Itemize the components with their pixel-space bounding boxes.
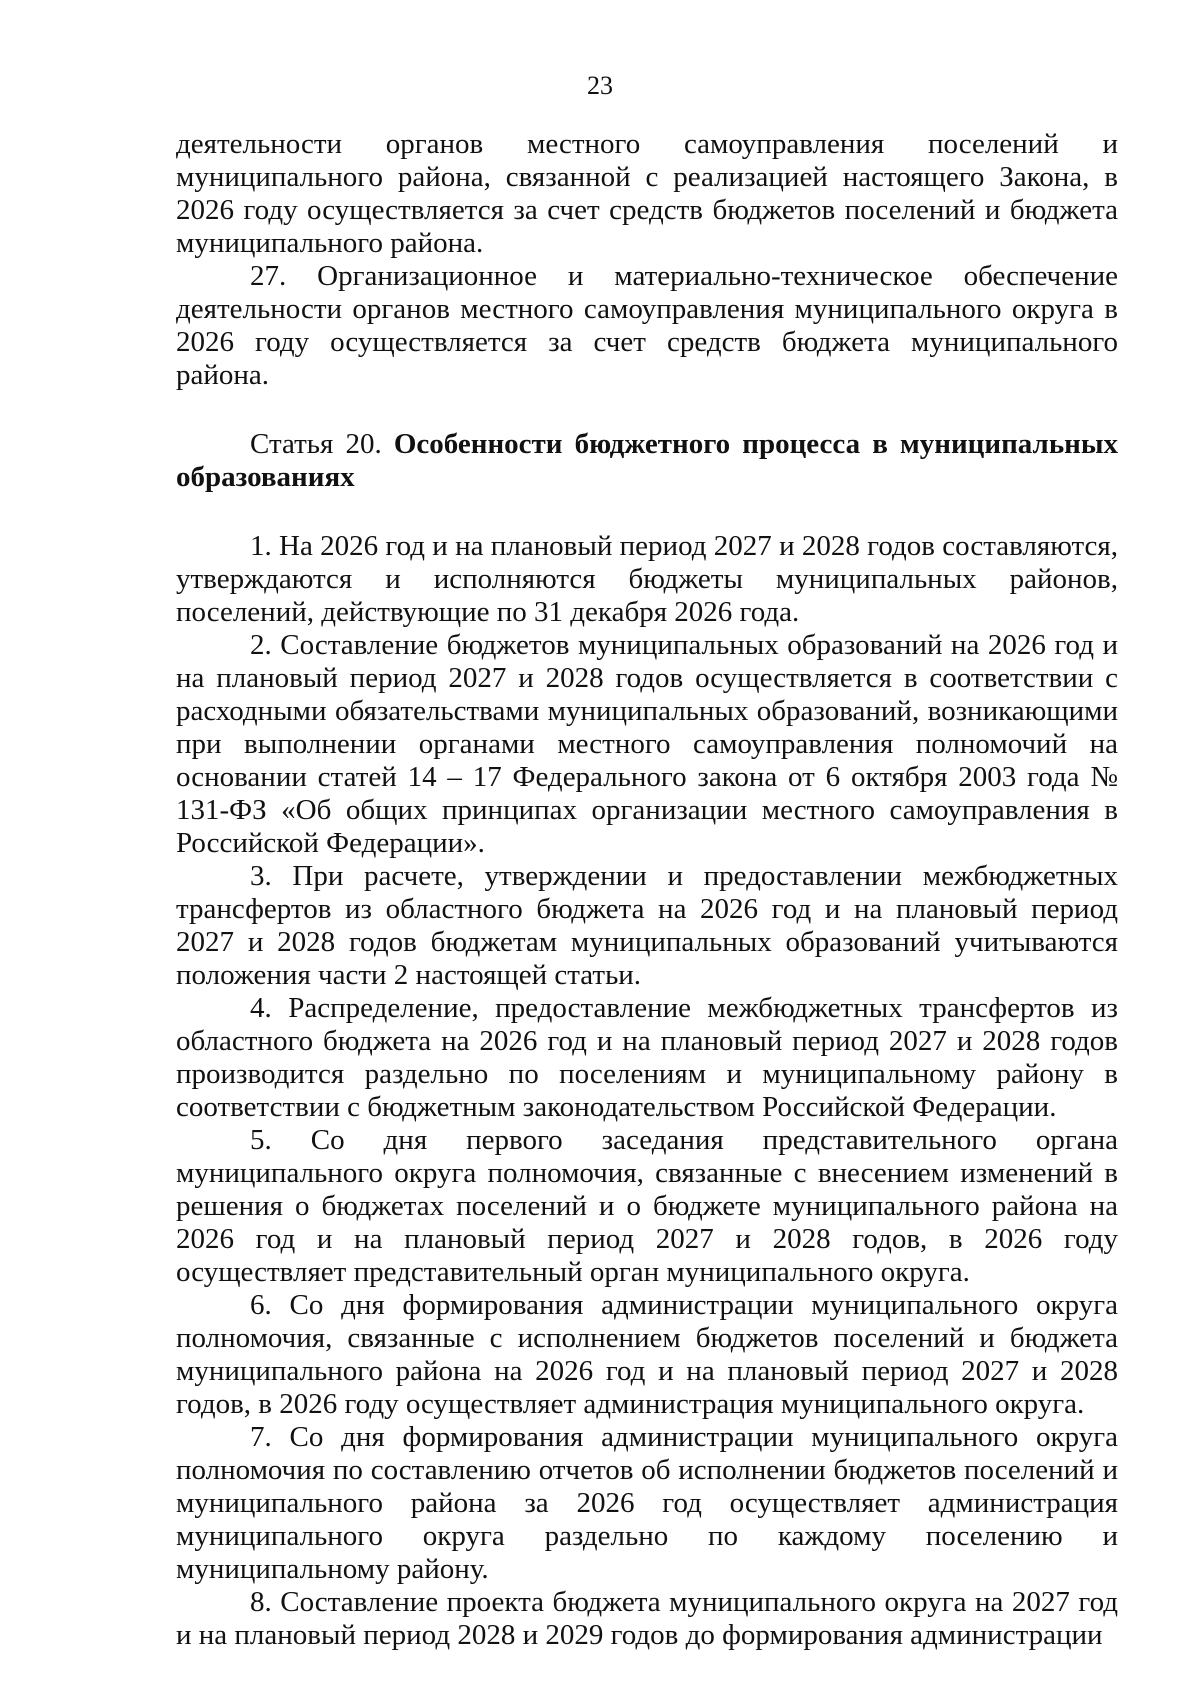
- paragraph-continued: деятельности органов местного самоуправления поселений и муниципального района, связанной с реализацией настоящего Закона, в 2026 году осуществляется за счет средств бюджетов поселений и бюджета муниципального района.: [176, 128, 1118, 259]
- paragraph-4: 4. Распределение, предоставление межбюджетных трансфертов из областного бюджета на 2026 год и на плановый период 2027 и 2028 годов производится раздельно по поселениям и муниципальному району в соответствии с бюджетным законодательством Российской Федерации.: [176, 992, 1118, 1123]
- paragraph-3: 3. При расчете, утверждении и предоставлении межбюджетных трансфертов из областного бюджета на 2026 год и на плановый период 2027 и 2028 годов бюджетам муниципальных образований учитываются положения части 2 настоящей статьи.: [176, 860, 1118, 991]
- paragraph-27: 27. Организационное и материально-техническое обеспечение деятельности органов местного самоуправления муниципального округа в 2026 году осуществляется за счет средств бюджета муниципального района.: [176, 260, 1118, 391]
- paragraph-7: 7. Со дня формирования администрации муниципального округа полномочия по составлению отчетов об исполнении бюджетов поселений и муниципального района за 2026 год осуществляет администрация муниципального округа раздельно по каждому поселению и муниципальному району.: [176, 1421, 1118, 1585]
- article-title: Особенности бюджетного процесса в муниципальных образованиях: [176, 428, 1119, 493]
- paragraph-2: 2. Составление бюджетов муниципальных образований на 2026 год и на плановый период 2027 и 2028 годов осуществляется в соответствии с расходными обязательствами муниципальных образований, возникающими при выполнении органами местного самоуправления полномочий на основании статей 14 – 17 Федерального закона от 6 октября 2003 года № 131-ФЗ «Об общих принципах организации местного самоуправления в Российской Федерации».: [176, 629, 1118, 859]
- article-prefix: Статья 20.: [250, 428, 382, 460]
- paragraph-5: 5. Со дня первого заседания представительного органа муниципального округа полномочия, связанные с внесением изменений в решения о бюджетах поселений и о бюджете муниципального района на 2026 год и на плановый период 2027 и 2028 годов, в 2026 году осуществляет представительный орган муниципального округа.: [176, 1124, 1118, 1288]
- page-number: 23: [587, 71, 613, 100]
- paragraph-1: 1. На 2026 год и на плановый период 2027 и 2028 годов составляются, утверждаются и исполняются бюджеты муниципальных районов, поселений, действующие по 31 декабря 2026 года.: [176, 530, 1118, 628]
- document-body: [176, 128, 1118, 1652]
- article-heading: [176, 428, 1118, 494]
- paragraph-6: 6. Со дня формирования администрации муниципального округа полномочия, связанные с исполнением бюджетов поселений и бюджета муниципального района на 2026 год и на плановый период 2027 и 2028 годов, в 2026 году осуществляет администрация муниципального округа.: [176, 1289, 1118, 1420]
- paragraph-8: 8. Составление проекта бюджета муниципального округа на 2027 год и на плановый период 2028 и 2029 годов до формирования администрации: [176, 1586, 1118, 1651]
